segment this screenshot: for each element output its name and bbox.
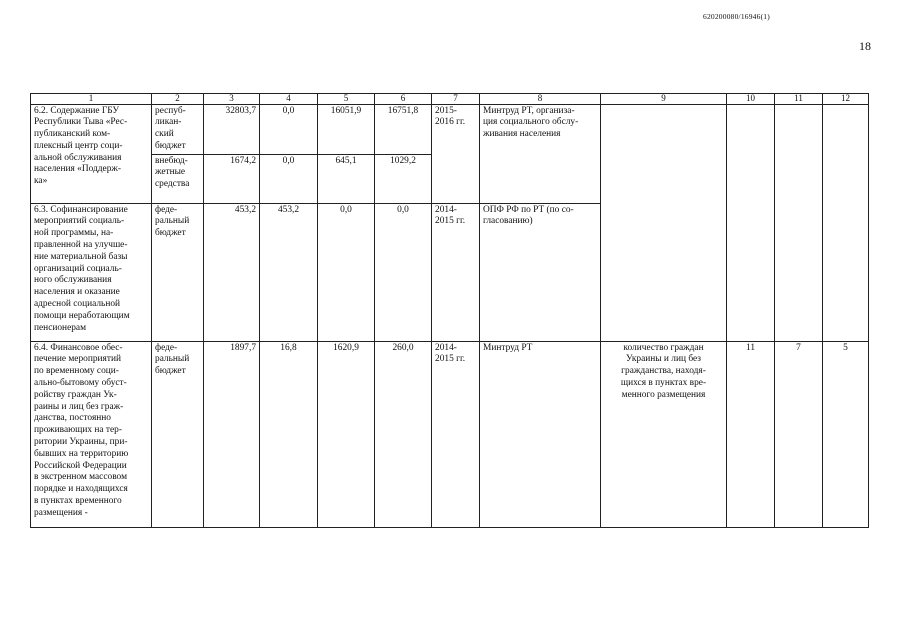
amount-2015: 645,1 — [318, 154, 375, 203]
amount-2016: 16751,8 — [375, 104, 432, 154]
table-row — [31, 104, 869, 154]
executor: Минтруд РТ, организа- ция социального обслу- живания населения — [480, 104, 601, 203]
table-row — [31, 341, 869, 527]
amount-2016: 260,0 — [375, 341, 432, 527]
amount-2015: 1620,9 — [318, 341, 375, 527]
total-amount: 1674,2 — [204, 154, 260, 203]
column-number: 6 — [375, 94, 432, 105]
column-number: 4 — [260, 94, 318, 105]
amount-2014: 453,2 — [260, 203, 318, 341]
indicator-name: количество граждан Украины и лиц без гражданства, находя- щихся в пунктах вре- менного размещения — [601, 341, 727, 527]
column-number: 10 — [727, 94, 775, 105]
column-number: 7 — [432, 94, 480, 105]
page-number: 18 — [859, 39, 871, 53]
column-number: 12 — [823, 94, 869, 105]
column-number: 2 — [152, 94, 204, 105]
total-amount: 1897,7 — [204, 341, 260, 527]
implementation-period: 2015- 2016 гг. — [432, 104, 480, 203]
indicator-value-cell — [775, 104, 823, 341]
funding-source: феде- ральный бюджет — [152, 341, 204, 527]
document-id: 620200080/16946(1) — [703, 12, 770, 21]
indicator-value-cell — [727, 104, 775, 341]
indicator-value-2014: 11 — [727, 341, 775, 527]
column-number: 3 — [204, 94, 260, 105]
measure-6-4-name: 6.4. Финансовое обес- печение мероприятий по временному соци- ально-бытовому обуст- ройству граждан Ук- раины и лиц без граж- данства, постоянно проживающих на тер- ритории Украины, при- бывших на территорию Российской Федерации в экстренном массовом порядке и находящихся в пунктах временного размещения - — [31, 341, 152, 527]
amount-2015: 0,0 — [318, 203, 375, 341]
column-number: 9 — [601, 94, 727, 105]
amount-2015: 16051,9 — [318, 104, 375, 154]
indicator-value-2016: 5 — [823, 341, 869, 527]
column-number: 1 — [31, 94, 152, 105]
column-number: 8 — [480, 94, 601, 105]
program-measures-table — [30, 93, 869, 528]
implementation-period: 2014- 2015 гг. — [432, 341, 480, 527]
total-amount: 32803,7 — [204, 104, 260, 154]
amount-2016: 1029,2 — [375, 154, 432, 203]
implementation-period: 2014- 2015 гг. — [432, 203, 480, 341]
funding-source: респуб- ликан- ский бюджет — [152, 104, 204, 154]
column-number-row — [31, 94, 869, 105]
measure-6-2-name: 6.2. Содержание ГБУ Республики Тыва «Рес- публиканский ком- плексный центр соци- альной обслуживания населения «Поддерж- ка» — [31, 104, 152, 203]
measure-6-3-name: 6.3. Софинансирование мероприятий социаль- ной программы, на- правленной на улучше- ние материальной базы организаций социаль- ного обслуживания населения и оказание адресной социальной помощи неработающим пенсионерам — [31, 203, 152, 341]
column-number: 11 — [775, 94, 823, 105]
column-number: 5 — [318, 94, 375, 105]
executor: Минтруд РТ — [480, 341, 601, 527]
funding-source: феде- ральный бюджет — [152, 203, 204, 341]
indicator-value-2015: 7 — [775, 341, 823, 527]
indicator-cell — [601, 104, 727, 341]
amount-2014: 0,0 — [260, 104, 318, 154]
funding-source: внебюд- жетные средства — [152, 154, 204, 203]
amount-2014: 16,8 — [260, 341, 318, 527]
executor: ОПФ РФ по РТ (по со- гласованию) — [480, 203, 601, 341]
total-amount: 453,2 — [204, 203, 260, 341]
indicator-value-cell — [823, 104, 869, 341]
amount-2016: 0,0 — [375, 203, 432, 341]
amount-2014: 0,0 — [260, 154, 318, 203]
